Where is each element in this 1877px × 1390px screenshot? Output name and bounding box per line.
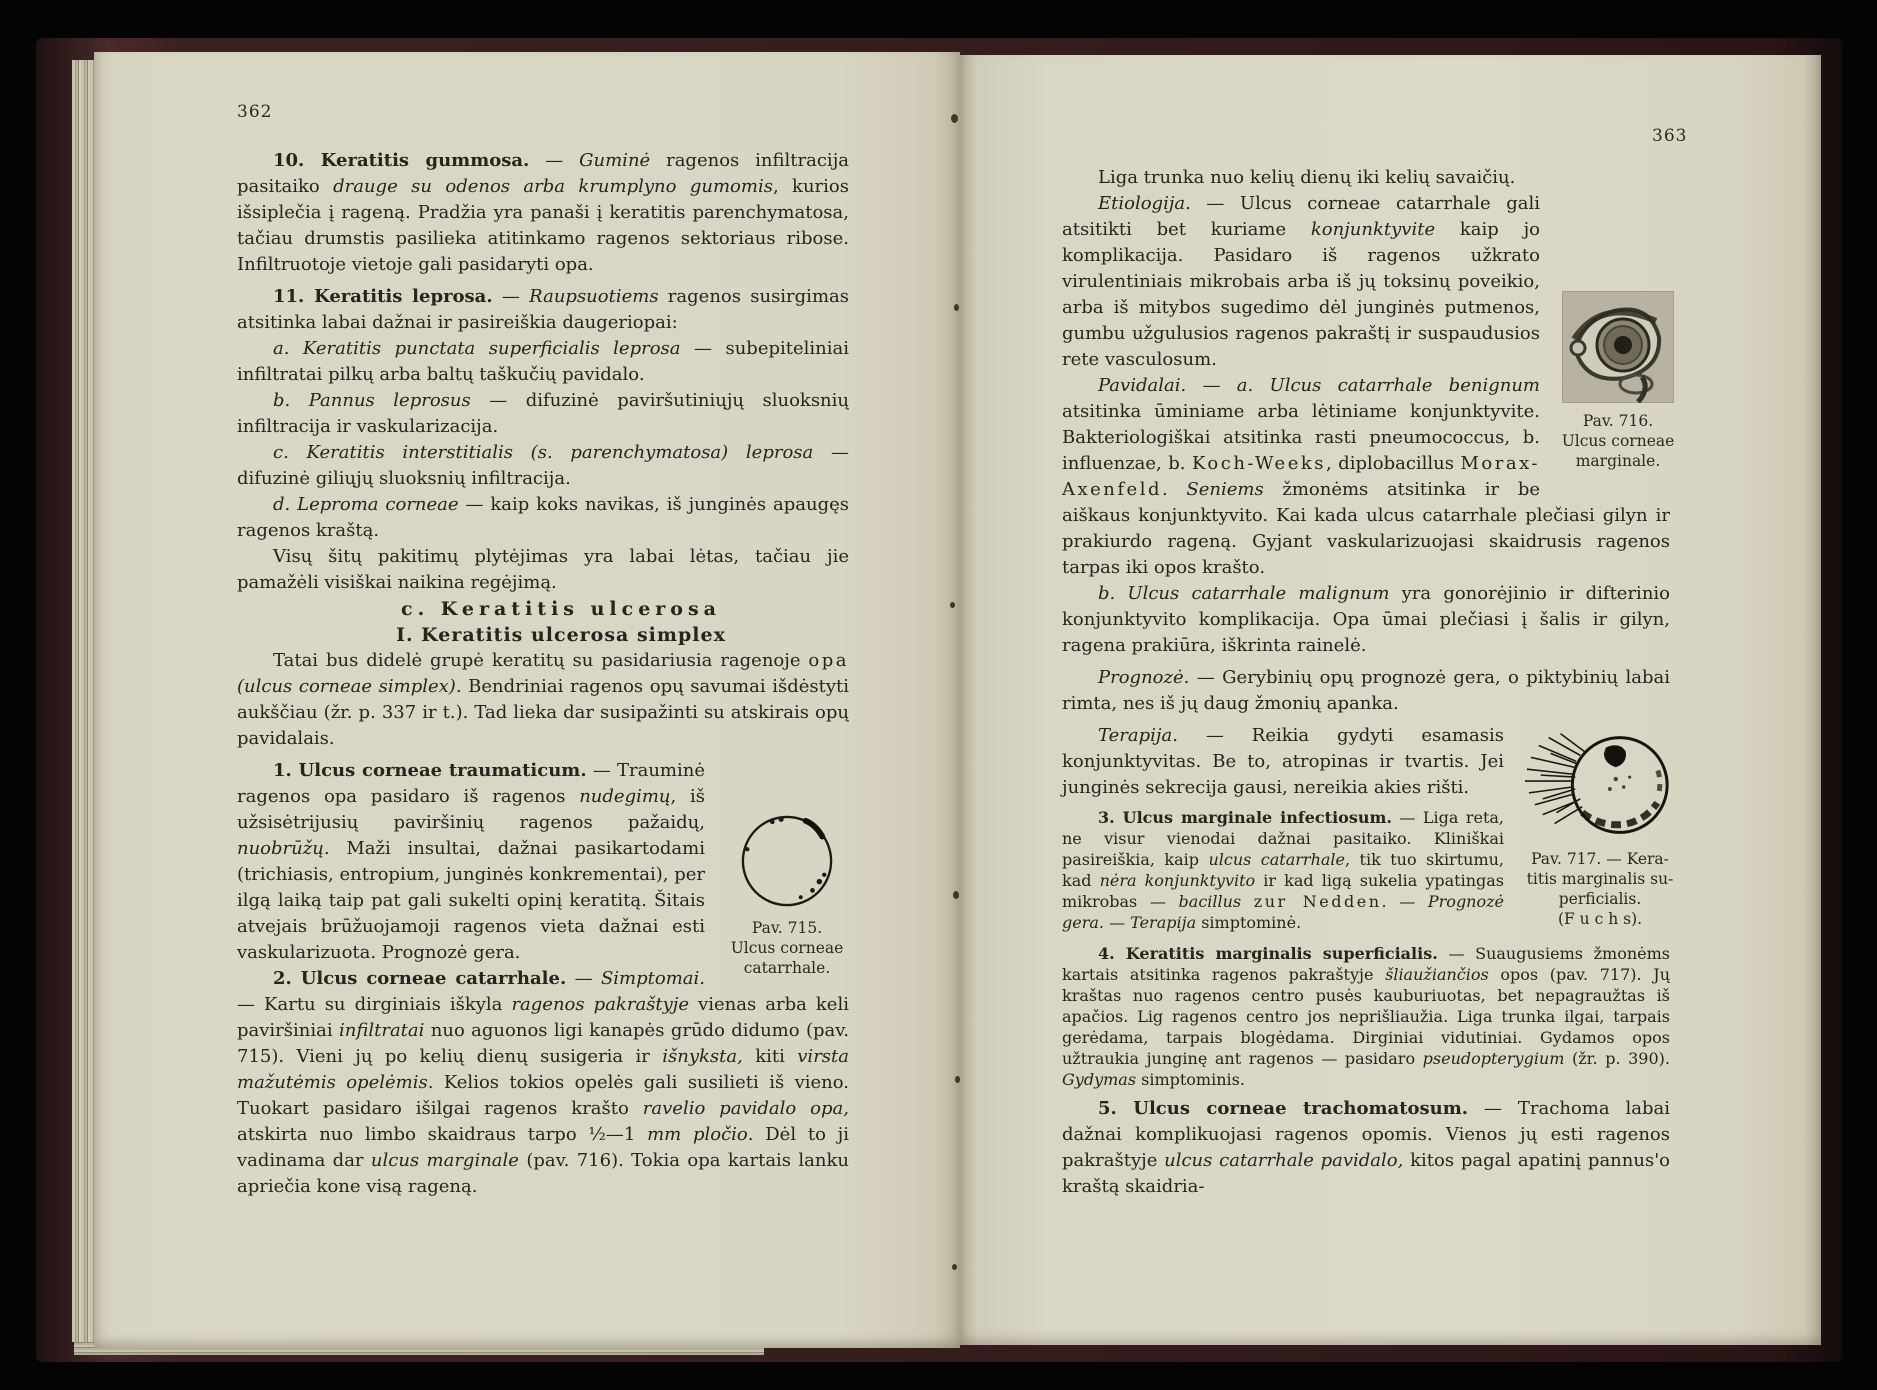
page-number-right: 363 [1652,126,1688,146]
paragraph: 2. Ulcus corneae catarrhale. — Simptomai. — Kartu su dirginiais iškyla ragenos pakraštyje vienas arba keli paviršiniai infiltratai nuo aguonos ligi kanapės grūdo didumo (pav. 715). Vieni jų po kelių dienų susigeria ir išnyksta, kiti virsta mažutėmis opelėmis. Kelios tokios opelės gali susilieti iš vieno. Tuokart pasidaro išilgai ragenos krašto ravelio pavidalo opa, atskirta nuo limbo skaidraus tarpo ½—1 mm pločio. Dėl to ji vadinama dar ulcus marginale (pav. 716). Tokia opa kartais lanku apriečia kone visą rageną. [237,968,849,1197]
figure-caption-line: Pav. 717. — Kera- [1531,850,1669,868]
paragraph: Tatai bus didelė grupė keratitų su pasidariusia ragenoje opa (ulcus corneae simplex). Bendriniai ragenos opų savumai išdėstyti aukščiau (žr. p. 337 ir t.). Tad lieka dar susipažinti su atskirais opų pavidalais. [237,650,849,749]
paragraph-text: Etiologija. — Ulcus corneae catarrhale gali atsitikti bet kuriame konjunktyvite kaip jo komplikacija. Pasidaro iš ragenos užkrato virulentiniais mikrobais arba iš jų toksinų poveikio, arba iš mitybos sugedimo dėl junginės putmenos, gumbu užgulusios ragenos pakraštį ir suspaudusios rete vasculosum. [1062,193,1541,370]
figure-caption-line: perficialis. [1558,890,1642,908]
paragraph: Visų šitų pakitimų plytėjimas yra labai lėtas, tačiau jie pamažėli visiškai naikina regėjimą. [237,546,849,593]
paragraph [237,758,849,977]
figure-717 [1514,729,1686,929]
right-page [960,55,1821,1345]
stitching-mark [953,891,959,899]
paragraph: 3. Ulcus marginale infectiosum. — Liga reta, ne visur vienodai dažnai pasitaiko. Kliniškai pasireiškia, kaip ulcus catarrhale, tik tuo skirtumu, kad nėra konjunktyvito ir kad ligą sukelia ypatingas mikrobas — bacillus zur Nedden. — Prognozė gera. — Terapija simptominė. [1062,808,1505,932]
eye-illustration [1562,291,1674,403]
figure-caption-line: titis marginalis su- [1526,870,1674,888]
left-text-column [237,148,849,1200]
paragraph: Prognozė. — Gerybinių opų prognozė gera, o piktybinių labai rimta, nes iš jų daug žmonių apanka. [1062,667,1670,714]
left-page [94,52,960,1348]
figure-caption-line: (F u c h s). [1557,910,1643,928]
paragraph: Liga trunka nuo kelių dienų iki kelių savaičių. [1098,167,1516,188]
paragraph: 10. Keratitis gummosa. — Guminė ragenos infiltracija pasitaiko drauge su odenos arba krumplyno gumomis, kurios išsiplečia į rageną. Pradžia yra panaši į keratitis parenchymatosa, tačiau drumstis pasilieka atitinkamo ragenos sektoriaus ribose. Infiltruotoje vietoje gali pasidaryti opa. [237,150,849,275]
paragraph: Pavidalai. — a. Ulcus catarrhale benignum atsitinka ūminiame arba lėtiniame konjunktyvite. Bakteriologiškai atsitinka rasti pneumococcus, b. influenzae, b. Koch-Weeks, diplobacillus Morax-Axenfeld. Seniems žmonėms atsitinka ir be aiškaus konjunktyvito. Kai kada ulcus catarrhale plečiasi gilyn ir prakiurdo rageną. Gyjant vaskularizuojasi skaidrusis ragenos tarpas iki opos krašto. [1062,375,1670,578]
paragraph-text: 1. Ulcus corneae traumaticum. — Trauminė ragenos opa pasidaro iš ragenos nudegimų, iš užsisėtrijusių paviršinių ragenos pažaidų, nuobrūžų. Maži insultai, dažnai pasikartodami (trichiasis, entropium, junginės konkrementai), per ilgą laiką taip pat gali sukelti opinį keratitą. Šitais atvejais brūžuojamoji ragenos vieta dažnai esti vaskularizuota. Prognozė gera. [237,760,706,963]
paragraph: d. Leproma corneae — kaip koks navikas, iš junginės apaugęs ragenos kraštą. [237,494,849,541]
page-number-left: 362 [237,102,273,122]
stitching-mark [950,602,955,608]
section-heading: c. Keratitis ulcerosa [401,598,721,620]
paragraph: b. Pannus leprosus — difuzinė paviršutiniųjų sluoksnių infiltracija ir vaskularizacija. [237,390,850,437]
paragraph-text: Terapija. — Reikia gydyti esamasis konjunktyvitas. Be to, atropinas ir tvartis. Jei junginės sekrecija gausi, nereikia akies rišti. [1062,725,1504,798]
figure-caption-line: Ulcus corneae [1561,432,1675,450]
paragraph: c. Keratitis interstitialis (s. parenchymatosa) leprosa — difuzinė giliųjų sluoksnių infiltracija. [237,442,849,489]
stitching-mark [951,114,958,123]
figure-715-drawing [738,812,836,910]
stitching-mark [955,1076,960,1083]
figure-caption-line: Pav. 716. [1582,412,1654,430]
stitching-mark [954,304,959,311]
figure-caption-line: Pav. 715. [751,919,823,937]
subsection-heading: I. Keratitis ulcerosa simplex [396,624,726,646]
paragraph: 4. Keratitis marginalis superficialis. — Suaugusiems žmonėms kartais atsitinka ragenos pakraštyje šliaužiančios opos (pav. 717). Jų kraštas nuo ragenos centro pusės kauburiuotas, bet nepagraužtas iš apačios. Lig ragenos centro jos neprišliaužia. Liga trunka ilgai, tarpais gerėdama, tarpais blogėdama. Dirginiai vidutiniai. Gydamos opos užtraukia junginę ant ragenos — pasidaro pseudopterygium (žr. p. 390). Gydymas simptominis. [1062,944,1670,1089]
paragraph: b. Ulcus catarrhale malignum yra gonorėjinio ir difterinio konjunktyvito komplikacija. Opa ūmai plečiasi į šalis ir gilyn, ragena prakiūra, iškrinta rainelė. [1062,583,1670,656]
figure-715 [719,812,855,978]
figure-caption-line: catarrhale. [743,959,831,977]
figure-717-drawing [1521,729,1679,841]
stitching-mark [952,1264,957,1270]
paragraph: 11. Keratitis leprosa. — Raupsuotiems ragenos susirgimas atsitinka labai dažnai ir pasireiškia daugeriopai: [237,286,849,333]
paragraph: a. Keratitis punctata superficialis leprosa — subepiteliniai infiltratai pilkų arba baltų taškučių pavidalo. [237,338,850,385]
figure-716 [1556,291,1680,471]
paragraph: 5. Ulcus corneae trachomatosum. — Trachoma labai dažnai komplikuojasi ragenos opomis. Vienos jų esti ragenos pakraštyje ulcus catarrhale pavidalo, kitos pagal apatinį pannus'o kraštą skaidria- [1062,1098,1670,1197]
figure-caption-line: marginale. [1575,452,1661,470]
paragraph [1062,191,1675,470]
figure-caption-line: Ulcus corneae [730,939,844,957]
right-text-column [1062,165,1675,1200]
